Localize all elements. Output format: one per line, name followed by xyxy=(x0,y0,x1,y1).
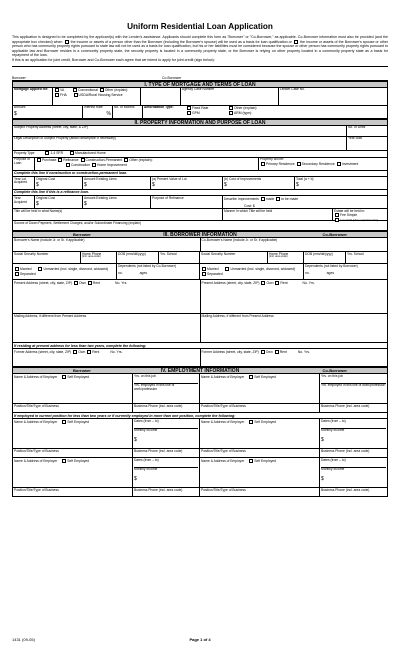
b-unmarried-checkbox[interactable] xyxy=(38,267,42,271)
s4-title: IV. EMPLOYMENT INFORMATION xyxy=(160,368,240,375)
page-title: Uniform Residential Loan Application xyxy=(127,22,273,31)
b-self-employed2-checkbox[interactable] xyxy=(62,420,66,424)
b-separated-label: Separated xyxy=(20,271,36,276)
made-label: made xyxy=(265,196,275,201)
b-position-field[interactable] xyxy=(13,404,133,412)
c-former-rent-checkbox[interactable] xyxy=(275,350,279,354)
c-monthly2-label: Monthly Income xyxy=(321,427,345,432)
down-payment-source-field[interactable] xyxy=(13,221,387,230)
borrower-name-label: Borrower's Name (include Jr. or Sr. if applicable) xyxy=(14,237,85,242)
other-amort-label: Other (explain): xyxy=(234,106,258,111)
c-bus-phone3-label: Business Phone (incl. area code) xyxy=(321,487,370,492)
construction-label: Construction xyxy=(71,163,91,168)
c-noyrs-label: No. Yrs. xyxy=(302,280,315,285)
c-ssn-field[interactable] xyxy=(200,252,268,263)
b-monthly2-dollar: $ xyxy=(134,436,137,443)
va-label: VA xyxy=(60,88,65,93)
more-than-one-instructions: If employed in current position for less than two years or if currently employed in more than one position, complete the following: xyxy=(12,413,388,419)
investment-label: Investment xyxy=(341,162,359,167)
b-school-field[interactable] xyxy=(159,252,200,263)
b-mailing-label: Mailing Address, if different from Present Address xyxy=(14,313,87,318)
present-value-label: (a) Present Value of Lot xyxy=(152,176,187,181)
c-dob-label: DOB (mm/dd/yyyy) xyxy=(305,251,333,256)
va-checkbox[interactable] xyxy=(55,88,59,92)
c-monthly2-dollar: $ xyxy=(321,436,324,443)
other-purpose-label: Other (explain): xyxy=(129,158,153,163)
manufactured-label: Manufactured Home xyxy=(75,151,106,156)
b-employer3-label: Name & Address of Employer xyxy=(14,458,58,463)
existing-liens-dollar: $ xyxy=(84,181,87,188)
b-yrs-line-label: Yrs. employed in this line of work/profession xyxy=(134,382,175,391)
usda-label: USDA/Rural Housing Service xyxy=(78,93,123,98)
total-dollar: $ xyxy=(296,181,299,188)
other-mortgage-checkbox[interactable] xyxy=(100,88,104,92)
c-deps-no: no. xyxy=(305,271,310,276)
refinance-checkbox[interactable] xyxy=(58,158,62,162)
refi-orig-cost-field[interactable] xyxy=(35,196,83,208)
c-present-address-field[interactable] xyxy=(201,280,388,313)
c-position2-field[interactable] xyxy=(200,449,320,457)
other-amort-checkbox[interactable] xyxy=(229,106,233,110)
interest-pct: % xyxy=(106,110,111,117)
b-employer2-label: Name & Address of Employer xyxy=(14,419,58,424)
refi-orig-cost-dollar: $ xyxy=(36,200,39,207)
construction-perm-checkbox[interactable] xyxy=(81,158,85,162)
coborrower-name-label: Co-Borrower's Name (include Jr. or Sr. if applicable) xyxy=(201,237,278,242)
title-names-field[interactable] xyxy=(13,209,223,220)
c-dates3-label: Dates (from – to) xyxy=(321,459,386,468)
b-position-label: Position/Title/Type of Business xyxy=(14,403,59,408)
c-own-label: Own xyxy=(266,280,274,285)
c-position2-label: Position/Title/Type of Business xyxy=(201,448,246,453)
amount-label: Amount xyxy=(14,105,26,110)
cost-improvements-field[interactable] xyxy=(223,177,295,189)
c-employer2-field[interactable] xyxy=(200,419,320,448)
c-self-employed2-label: Self Employed xyxy=(254,419,277,424)
describe-improvements-label: Describe Improvements xyxy=(224,196,259,201)
b-dates2-label: Dates (from – to) xyxy=(134,420,198,429)
months-label: No. of Months xyxy=(114,105,135,110)
b-married-label: Married xyxy=(20,266,32,271)
b-phone-label: Home Phone xyxy=(82,251,102,256)
year-acquired-label: Year Acquired xyxy=(14,195,28,204)
purchase-checkbox[interactable] xyxy=(37,158,41,162)
form-number: 1431 (09-05) xyxy=(12,637,35,642)
other-purpose-checkbox[interactable] xyxy=(124,158,128,162)
page-number: Page 1 of 4 xyxy=(189,637,211,642)
orig-cost-label: Original Cost xyxy=(36,176,56,181)
b-position3-label: Position/Title/Type of Business xyxy=(14,487,59,492)
c-employer-label: Name & Address of Employer xyxy=(201,374,245,379)
units-field[interactable] xyxy=(347,126,387,136)
construction-perm-label: Construction-Permanent xyxy=(85,158,123,163)
c-position-field[interactable] xyxy=(200,404,320,412)
coborrower-name-field[interactable] xyxy=(201,238,388,251)
c-dates2-label: Dates (from – to) xyxy=(321,420,386,429)
b-self-employed2-label: Self Employed xyxy=(67,419,90,424)
c-present-address-label: Present Address (street, city, state, ZIP) xyxy=(201,280,260,285)
gpm-label: GPM xyxy=(192,111,200,116)
b-bus-phone-field[interactable] xyxy=(133,404,200,412)
c-former-own-label: Own xyxy=(265,349,273,354)
home-improvement-checkbox[interactable] xyxy=(92,163,96,167)
b-self-employed3-label: Self Employed xyxy=(67,458,90,463)
s4-borrower-col: Borrower xyxy=(73,368,91,374)
interest-field[interactable] xyxy=(83,106,113,118)
intro-text xyxy=(12,35,388,62)
amount-dollar: $ xyxy=(14,110,17,117)
fha-checkbox[interactable] xyxy=(55,93,59,97)
down-payment-source-label: Source of Down Payment, Settlement Charges, and/or Subordinate Financing (explain) xyxy=(14,220,141,225)
c-phone-label: Home Phone xyxy=(269,251,289,256)
c-employer2-label: Name & Address of Employer xyxy=(201,419,245,424)
c-deps-ages: ages xyxy=(326,271,335,276)
legal-description-field[interactable] xyxy=(13,137,347,150)
to-be-made-label: to be made xyxy=(281,196,299,201)
c-phone-area: (incl. area code) xyxy=(269,255,288,259)
refinance-instructions: Complete this line if this is a refinance loan. xyxy=(12,190,388,196)
home-improvement-label: Home Improvement xyxy=(97,163,127,168)
intro-p1a: This application is designed to be completed by the applicant(s) with the Lender's assistance. Applicants should complete this form as "Borrower" or "Co-Borrower," as applicable. Co-Borrower information must also be provided (and the appropriate box checked) when xyxy=(12,35,388,44)
arm-checkbox[interactable] xyxy=(229,111,233,115)
refi-liens-label: Amount Existing Liens xyxy=(84,195,117,200)
c-self-employed3-checkbox[interactable] xyxy=(249,459,253,463)
intro-p2: If this is an application for joint credit, Borrower and Co-Borrower each agree that we intend to apply for joint credit (sign below): xyxy=(12,58,215,63)
b-dates3-label: Dates (from – to) xyxy=(134,459,198,468)
manner-field[interactable] xyxy=(223,209,333,220)
b-self-employed-label: Self Employed xyxy=(67,374,90,379)
present-value-dollar: $ xyxy=(152,181,155,188)
c-monthly3-dollar: $ xyxy=(321,475,324,482)
c-position3-label: Position/Title/Type of Business xyxy=(201,487,246,492)
b-former-own-label: Own xyxy=(78,349,86,354)
b-ssn-label: Social Security Number xyxy=(14,251,49,256)
c-employer-field[interactable] xyxy=(200,374,320,403)
b-rent-label: Rent xyxy=(92,280,101,285)
refi-orig-cost-label: Original Cost xyxy=(36,195,56,200)
signature-line[interactable] xyxy=(12,73,388,81)
orig-cost-field[interactable] xyxy=(35,177,83,189)
b-ssn-field[interactable] xyxy=(13,252,81,263)
b-bus-phone3-field[interactable] xyxy=(133,488,200,496)
borrower-signature-label: Borrower xyxy=(12,75,26,80)
b-mailing-field[interactable] xyxy=(13,314,201,342)
b-dob-field[interactable] xyxy=(117,252,159,263)
b-employer3-field[interactable] xyxy=(13,458,133,487)
year-lot-label: Year Lot Acquired xyxy=(14,176,28,185)
c-employer3-label: Name & Address of Employer xyxy=(201,458,245,463)
to-be-made-checkbox[interactable] xyxy=(276,197,280,201)
total-field[interactable] xyxy=(295,177,387,189)
c-married-label: Married xyxy=(207,266,219,271)
arm-label: ARM (type): xyxy=(234,111,253,116)
b-present-address-label: Present Address (street, city, state, ZIP) xyxy=(14,280,73,285)
c-dependents-label: Dependents (not listed by Borrower) xyxy=(305,263,358,268)
refi-liens-dollar: $ xyxy=(84,200,87,207)
total-label: Total (a + b) xyxy=(296,176,314,181)
c-school-field[interactable] xyxy=(346,252,387,263)
c-position3-field[interactable] xyxy=(200,488,320,496)
c-unmarried-label: Unmarried (incl. single, divorced, widowed) xyxy=(230,266,296,271)
s3-borrower-col: Borrower xyxy=(73,232,91,238)
construction-instructions: Complete this line if construction or construction-permanent loan. xyxy=(12,171,388,177)
b-former-rent-checkbox[interactable] xyxy=(87,350,91,354)
c-separated-checkbox[interactable] xyxy=(202,272,206,276)
conventional-label: Conventional xyxy=(78,88,98,93)
refi-purpose-field[interactable] xyxy=(151,196,223,208)
made-checkbox[interactable] xyxy=(261,197,265,201)
intro-p1b: the income or assets of a person other than the Borrower (including the Borrower's spouse) will be used as a basis for loan qualification or xyxy=(70,39,292,44)
c-former-own-checkbox[interactable] xyxy=(261,350,265,354)
c-mailing-label: Mailing Address, if different from Present Address xyxy=(201,313,274,318)
c-bus-phone-label: Business Phone (incl. area code) xyxy=(321,403,370,408)
c-self-employed-label: Self Employed xyxy=(254,374,277,379)
c-school-label: Yrs. School xyxy=(347,251,364,256)
fixed-rate-checkbox[interactable] xyxy=(187,106,191,110)
b-rent-checkbox[interactable] xyxy=(88,281,92,285)
title-names-label: Title will be held in what Name(s) xyxy=(14,208,63,213)
b-phone-field[interactable] xyxy=(81,252,117,263)
leasehold-label: Leasehold (show expiration date) xyxy=(340,219,379,223)
c-former-noyrs: No. Yrs. xyxy=(297,349,310,354)
units-label: No. of Units xyxy=(348,125,366,130)
months-field[interactable] xyxy=(113,106,143,118)
b-self-employed3-checkbox[interactable] xyxy=(62,459,66,463)
secondary-checkbox[interactable] xyxy=(297,162,301,166)
s3-coborrower-col: Co-Borrower xyxy=(322,232,347,238)
b-school-label: Yrs. School xyxy=(160,251,177,256)
c-position-label: Position/Title/Type of Business xyxy=(201,403,246,408)
fixed-rate-label: Fixed Rate xyxy=(192,106,209,111)
amount-field[interactable] xyxy=(13,106,83,118)
b-bus-phone-label: Business Phone (incl. area code) xyxy=(134,403,183,408)
c-mailing-field[interactable] xyxy=(201,314,388,342)
former-address-instructions: If residing at present address for less than two years, complete the following: xyxy=(12,343,388,349)
b-former-address-field[interactable] xyxy=(13,349,201,366)
b-own-label: Own xyxy=(78,280,86,285)
b-present-address-field[interactable] xyxy=(13,280,201,313)
primary-checkbox[interactable] xyxy=(261,162,265,166)
b-unmarried-label: Unmarried (incl. single, divorced, widowed) xyxy=(43,266,109,271)
intro-p1c: the income or assets of the Borrower's spouse or other person who has community property rights pursuant to state law will not be used as a basis for loan qualification, but his or her liabilities must be considered because the spouse or other person has community property rights pursuant to applicable law and Borrower resides in a community property state, the security property is located in a community property state, or the Borrower is relying on other property located in a community property state as a basis for repayment of the loan. xyxy=(12,39,389,58)
application-form xyxy=(12,66,388,498)
c-yrs-job-label: Yrs. on this job xyxy=(321,375,386,384)
c-phone-field[interactable] xyxy=(268,252,304,263)
secondary-label: Secondary Residence xyxy=(301,162,335,167)
b-own-checkbox[interactable] xyxy=(74,281,78,285)
c-married-checkbox[interactable] xyxy=(202,267,206,271)
construction-checkbox[interactable] xyxy=(66,163,70,167)
b-employer-field[interactable] xyxy=(13,374,133,403)
usda-checkbox[interactable] xyxy=(74,93,78,97)
fee-simple-label: Fee Simple xyxy=(340,213,358,218)
estate-label: Estate will be held in: xyxy=(334,208,365,213)
property-type-label: Property Type xyxy=(14,151,35,156)
subject-address-field[interactable] xyxy=(13,126,347,136)
c-yrs-line-label: Yrs. employed in this line of work/profession xyxy=(321,382,386,387)
c-monthly3-label: Monthly Income xyxy=(321,466,345,471)
agency-case-label: Agency Case Number xyxy=(182,87,215,92)
c-ssn-label: Social Security Number xyxy=(201,251,236,256)
c-self-employed2-checkbox[interactable] xyxy=(249,420,253,424)
borrower-name-field[interactable] xyxy=(13,238,201,251)
b-employer-label: Name & Address of Employer xyxy=(14,374,58,379)
b-bus-phone3-label: Business Phone (incl. area code) xyxy=(134,487,183,492)
amortization-label: Amortization Type: xyxy=(144,105,174,110)
subject-address-label: Subject Property Address (street, city, state, & ZIP) xyxy=(14,125,89,130)
c-own-checkbox[interactable] xyxy=(261,281,265,285)
c-bus-phone3-field[interactable] xyxy=(320,488,387,496)
c-bus-phone2-label: Business Phone (incl. area code) xyxy=(321,448,370,453)
manufactured-checkbox[interactable] xyxy=(70,151,74,155)
existing-liens-label: Amount Existing Liens xyxy=(84,176,117,181)
c-separated-label: Separated xyxy=(207,271,223,276)
b-bus-phone2-field[interactable] xyxy=(133,449,200,457)
cost-label: Cost: xyxy=(244,203,252,208)
c-unmarried-checkbox[interactable] xyxy=(225,267,229,271)
gpm-checkbox[interactable] xyxy=(187,111,191,115)
b-phone-area: (incl. area code) xyxy=(82,255,101,259)
b-deps-no: no. xyxy=(118,271,123,276)
c-former-address-field[interactable] xyxy=(201,349,388,366)
legal-description-label: Legal Description of Subject Property (attach description if necessary) xyxy=(14,136,116,141)
section-1-header: I. TYPE OF MORTGAGE AND TERMS OF LOAN xyxy=(12,81,388,88)
b-married-checkbox[interactable] xyxy=(15,267,19,271)
refinance-label: Refinance xyxy=(63,158,79,163)
primary-label: Primary Residence xyxy=(266,162,295,167)
present-value-field[interactable] xyxy=(151,177,223,189)
c-rent-checkbox[interactable] xyxy=(275,281,279,285)
sfr-label: 1-4 SFR xyxy=(50,151,64,156)
cost-dollar: $ xyxy=(252,203,255,208)
s3-title: III. BORROWER INFORMATION xyxy=(163,232,237,239)
b-former-rent-label: Rent xyxy=(92,349,100,354)
purpose-label: Purpose of Loan xyxy=(14,157,30,166)
c-self-employed-checkbox[interactable] xyxy=(249,375,253,379)
b-position2-field[interactable] xyxy=(13,449,133,457)
purchase-label: Purchase xyxy=(42,158,57,163)
c-employer3-field[interactable] xyxy=(200,458,320,487)
b-monthly3-dollar: $ xyxy=(134,475,137,482)
fha-label: FHA xyxy=(60,93,67,98)
property-will-be-label: Property will be: xyxy=(260,157,285,162)
b-separated-checkbox[interactable] xyxy=(15,272,19,276)
cost-improvements-dollar: $ xyxy=(224,181,227,188)
b-dependents-label: Dependents (not listed by Co-Borrower) xyxy=(118,263,177,268)
b-monthly3-label: Monthly Income xyxy=(134,466,158,471)
mortgage-applied-label: Mortgage Applied for: xyxy=(14,87,49,92)
b-self-employed-checkbox[interactable] xyxy=(62,375,66,379)
b-bus-phone2-label: Business Phone (incl. area code) xyxy=(134,448,183,453)
orig-cost-dollar: $ xyxy=(36,181,39,188)
b-employer2-field[interactable] xyxy=(13,419,133,448)
c-bus-phone-field[interactable] xyxy=(320,404,387,412)
cost-improvements-label: (b) Cost of Improvements xyxy=(224,176,262,181)
existing-liens-field[interactable] xyxy=(83,177,151,189)
refi-liens-field[interactable] xyxy=(83,196,151,208)
c-bus-phone2-field[interactable] xyxy=(320,449,387,457)
b-monthly2-label: Monthly Income xyxy=(134,427,158,432)
b-deps-ages: ages xyxy=(139,271,148,276)
fee-simple-checkbox[interactable] xyxy=(335,213,339,217)
c-dob-field[interactable] xyxy=(304,252,346,263)
b-position3-field[interactable] xyxy=(13,488,133,496)
other-mortgage-label: Other (explain): xyxy=(104,88,129,93)
lender-case-label: Lender Case No. xyxy=(280,87,305,92)
c-self-employed3-label: Self Employed xyxy=(254,458,277,463)
c-former-label: Former Address (street, city, state, ZIP) xyxy=(201,349,259,354)
year-built-label: Year Built xyxy=(348,136,362,141)
b-former-noyrs: No. Yrs. xyxy=(110,349,123,354)
s4-coborrower-col: Co-Borrower xyxy=(322,368,347,374)
c-rent-label: Rent xyxy=(280,280,288,285)
manner-label: Manner in which Title will be held xyxy=(224,208,273,213)
year-built-field[interactable] xyxy=(347,137,387,150)
section-2-header: II. PROPERTY INFORMATION AND PURPOSE OF LOAN xyxy=(12,119,388,126)
b-noyrs-label: No. Yrs. xyxy=(115,280,128,285)
b-position2-label: Position/Title/Type of Business xyxy=(14,448,59,453)
b-dob-label: DOB (mm/dd/yyyy) xyxy=(118,251,146,256)
sfr-checkbox[interactable] xyxy=(45,151,49,155)
page-footer xyxy=(12,638,388,643)
investment-checkbox[interactable] xyxy=(337,162,341,166)
refi-purpose-label: Purpose of Refinance xyxy=(152,195,184,200)
b-former-own-checkbox[interactable] xyxy=(73,350,77,354)
conventional-checkbox[interactable] xyxy=(73,88,77,92)
b-former-label: Former Address (street, city, state, ZIP) xyxy=(14,349,72,354)
c-former-rent-label: Rent xyxy=(279,349,287,354)
b-yrs-job-label: Yrs. on this job xyxy=(134,375,198,384)
coborrower-signature-label: Co-Borrower xyxy=(162,75,182,80)
interest-label: Interest Rate xyxy=(84,105,103,110)
